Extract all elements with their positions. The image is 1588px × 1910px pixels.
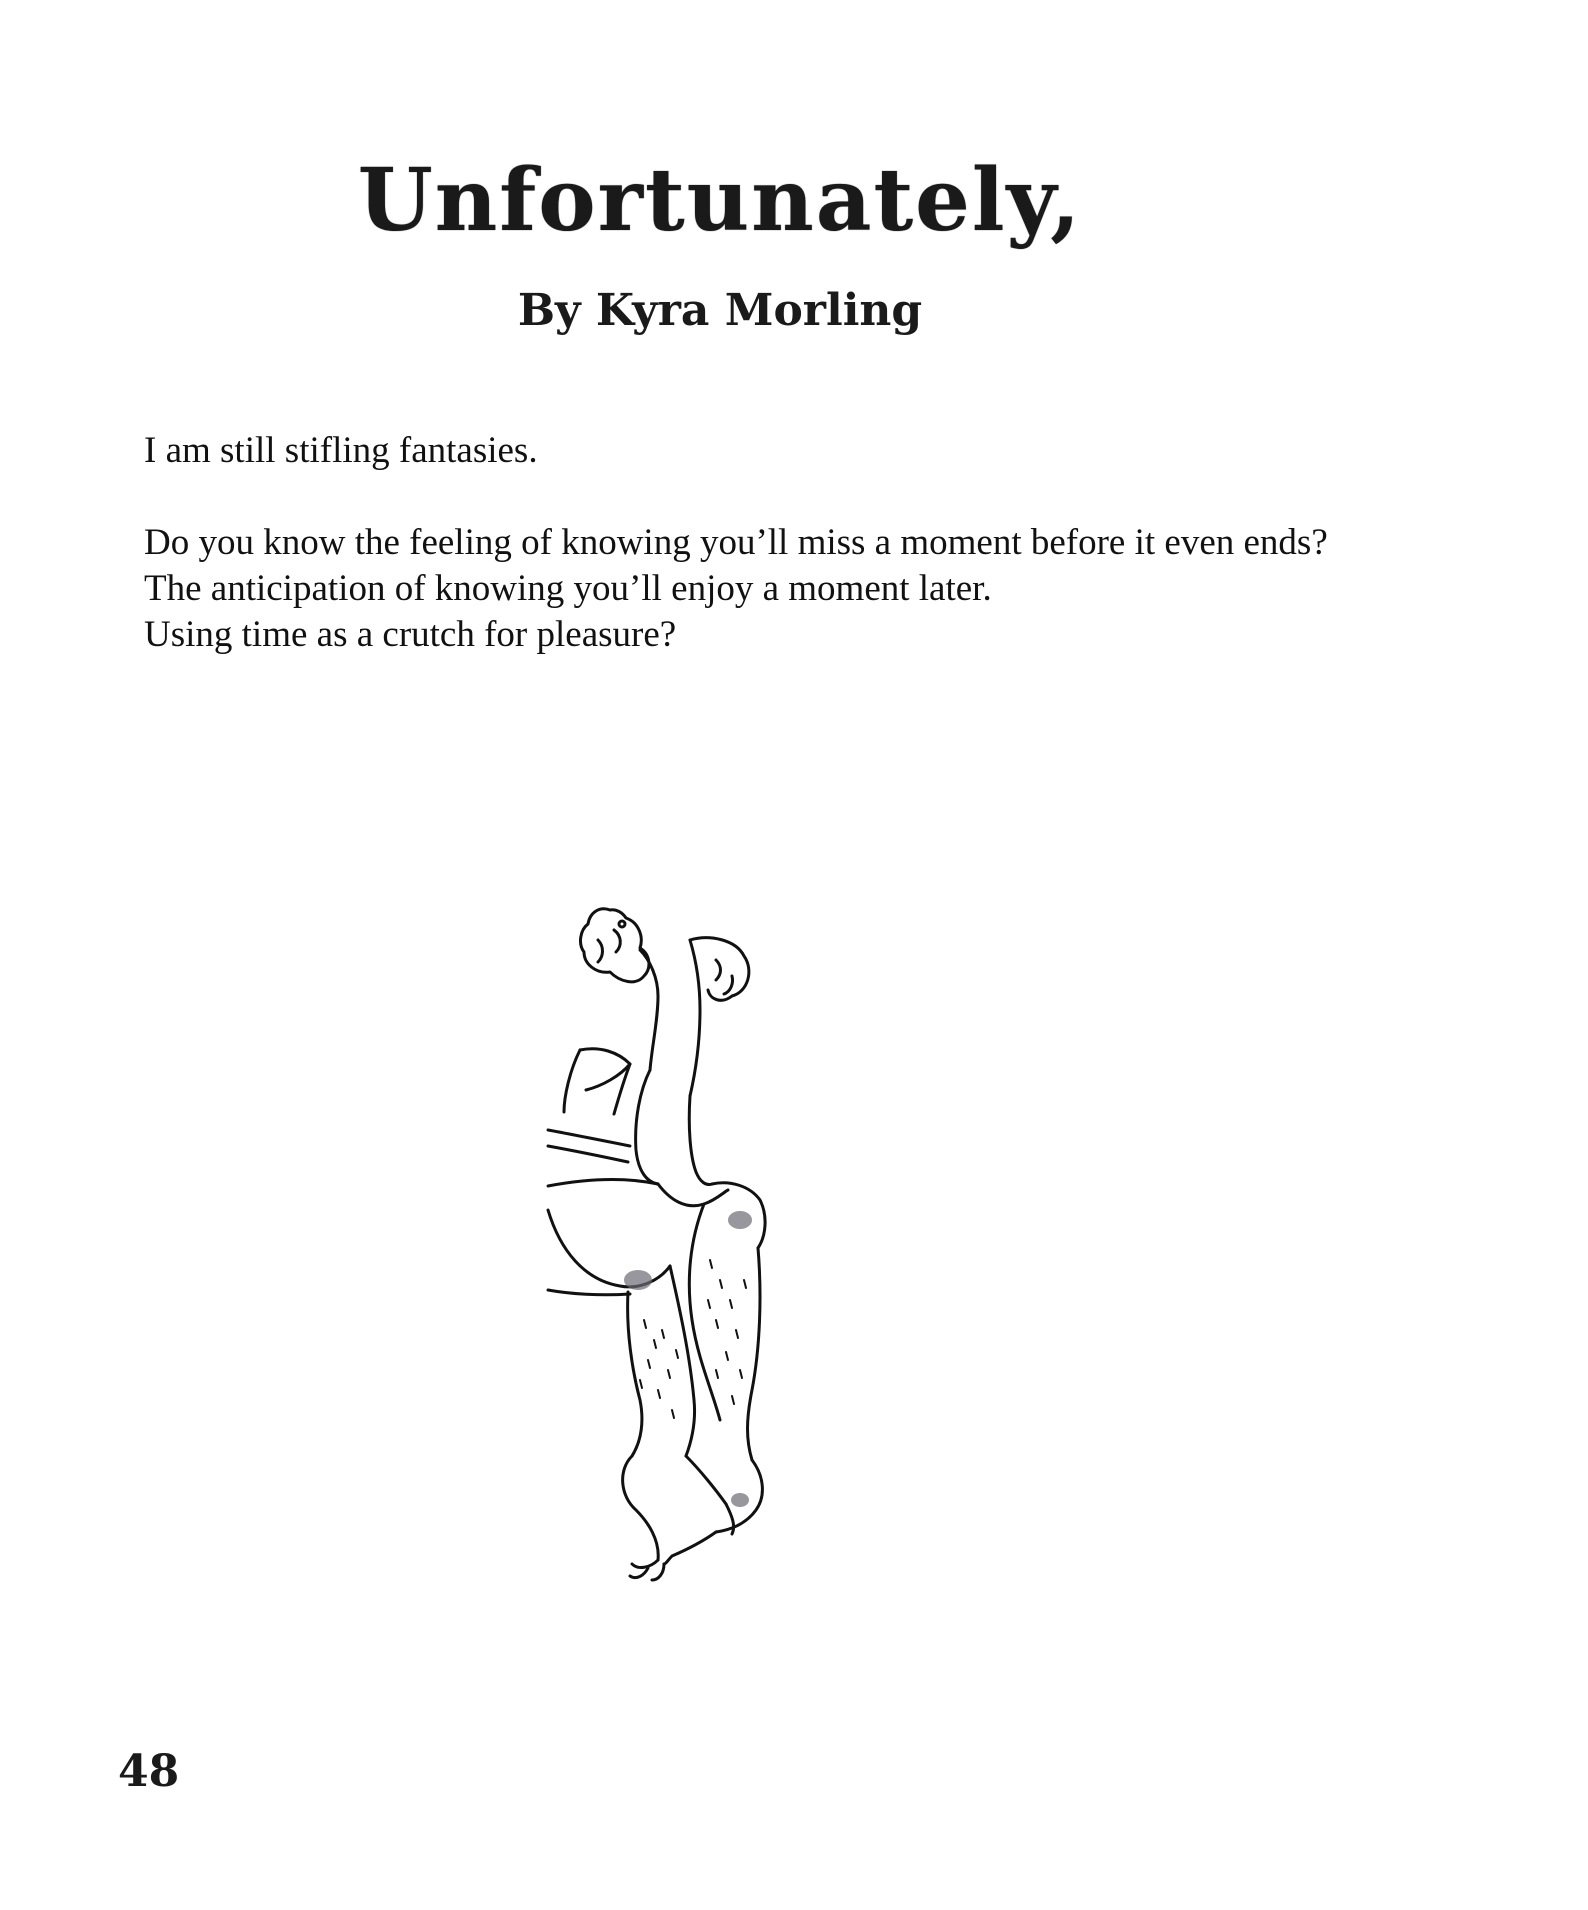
author-byline: By Kyra Morling — [517, 285, 923, 336]
poem-stanza — [144, 520, 1424, 658]
poem-line: I am still stifling fantasies. — [144, 430, 538, 471]
poem-line: Using time as a crutch for pleasure? — [144, 614, 677, 655]
poem-stanza — [144, 428, 1424, 474]
poem-body — [144, 428, 1424, 704]
page-title: Unfortunately, — [357, 150, 1083, 251]
poem-line: The anticipation of knowing you’ll enjoy a moment later. — [144, 568, 992, 609]
page-number: 48 — [118, 1746, 180, 1797]
figure-line-drawing-icon — [540, 900, 810, 1610]
poem-line: Do you know the feeling of knowing you’ll miss a moment before it even ends? — [144, 522, 1328, 563]
